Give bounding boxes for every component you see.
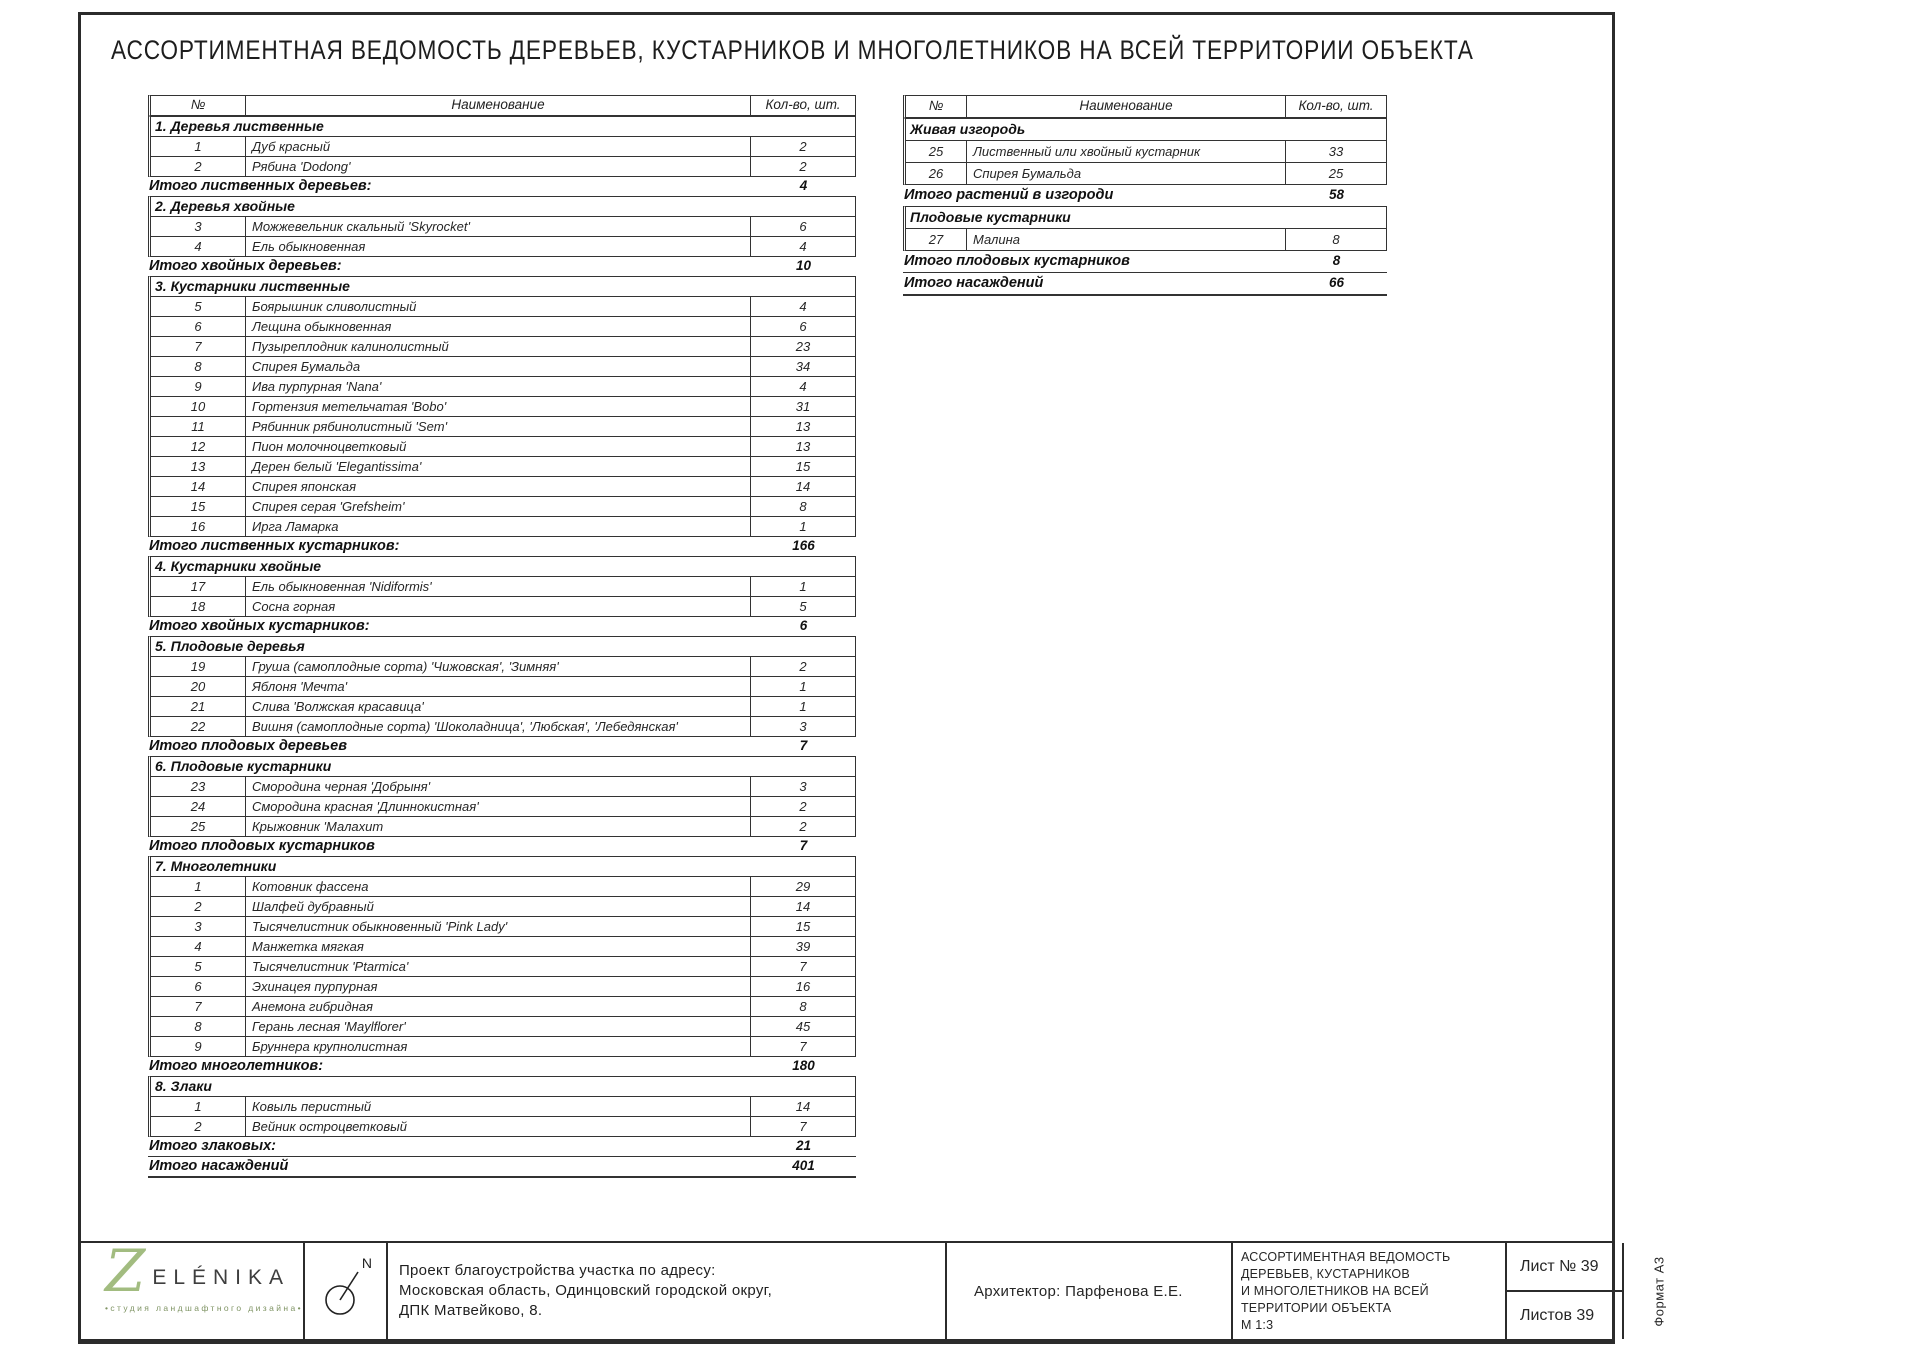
table-row — [151, 777, 855, 796]
logo-tagline: •студия ландшафтного дизайна• — [105, 1303, 303, 1314]
section-label: Живая изгородь — [910, 121, 1026, 138]
col-header-num: № — [151, 96, 246, 115]
table-header-row — [151, 96, 855, 115]
table-row — [151, 156, 855, 176]
table-header-row — [906, 96, 1386, 117]
company-logo — [81, 1237, 305, 1339]
row-qty: 34 — [750, 357, 855, 376]
section-box — [148, 856, 856, 1057]
summary-qty: 8 — [1332, 253, 1341, 269]
row-name: Анемона гибридная — [252, 998, 373, 1014]
row-qty: 16 — [750, 977, 855, 996]
summary-qty: 4 — [799, 178, 808, 194]
row-name: Ель обыкновенная — [252, 238, 366, 254]
row-qty: 13 — [750, 417, 855, 436]
summary-label: Итого злаковых: — [149, 1137, 276, 1154]
row-name: Ковыль перистный — [252, 1098, 372, 1114]
row-name: Лещина обыкновенная — [252, 318, 392, 334]
row-name: Пузыреплодник калинолистный — [252, 338, 449, 354]
row-qty: 13 — [750, 437, 855, 456]
row-qty: 5 — [750, 597, 855, 616]
row-name: Ива пурпурная 'Nana' — [252, 378, 382, 394]
table-row — [151, 416, 855, 436]
row-number: 27 — [906, 229, 967, 250]
section-label: 8. Злаки — [155, 1078, 212, 1095]
table-row — [151, 596, 855, 616]
row-qty: 1 — [750, 697, 855, 716]
row-number: 26 — [906, 163, 967, 184]
row-name: Спирея серая 'Grefsheim' — [252, 498, 405, 514]
row-qty: 3 — [750, 717, 855, 736]
row-qty: 1 — [750, 677, 855, 696]
row-number: 24 — [151, 797, 246, 816]
row-name: Гортензия метельчатая 'Bobo' — [252, 398, 447, 414]
table-row — [151, 936, 855, 956]
row-name: Дуб красный — [252, 138, 331, 154]
section-label: 3. Кустарники лиственные — [155, 278, 350, 295]
summary-label: Итого насаждений — [149, 1157, 289, 1174]
section-label: 1. Деревья лиственные — [155, 118, 324, 135]
section-header-row — [151, 117, 855, 137]
summary-label: Итого плодовых кустарников — [904, 252, 1130, 269]
section-box — [148, 276, 856, 537]
row-number: 6 — [151, 977, 246, 996]
summary-row — [148, 737, 856, 756]
table-row — [151, 1036, 855, 1056]
row-name: Тысячелистник обыкновенный 'Pink Lady' — [252, 918, 508, 934]
summary-qty: 7 — [799, 738, 808, 754]
table-row — [151, 1116, 855, 1136]
row-name: Бруннера крупнолистная — [252, 1038, 408, 1054]
row-name: Рябинник рябинолистный 'Sem' — [252, 418, 448, 434]
table-row — [151, 236, 855, 256]
table-row — [151, 217, 855, 236]
section-header-row — [151, 557, 855, 577]
project-line: ДПК Матвейково, 8. — [398, 1302, 543, 1319]
sheet-title-cell — [1233, 1243, 1507, 1339]
section-header-row — [151, 757, 855, 777]
table-row — [151, 336, 855, 356]
row-name: Спирея Бумальда — [973, 165, 1082, 181]
row-name: Спирея Бумальда — [252, 358, 361, 374]
assortment-table-main — [148, 95, 856, 1178]
section-box — [903, 118, 1387, 185]
row-qty: 3 — [750, 777, 855, 796]
summary-row — [148, 1156, 856, 1178]
table-header-box — [903, 95, 1387, 118]
col-header-qty: Кол-во, шт. — [1285, 96, 1386, 117]
table-row — [151, 496, 855, 516]
row-number: 22 — [151, 717, 246, 736]
table-row — [151, 796, 855, 816]
row-number: 23 — [151, 777, 246, 796]
row-number: 6 — [151, 317, 246, 336]
row-qty: 23 — [750, 337, 855, 356]
row-name: Яблоня 'Мечта' — [252, 678, 348, 694]
row-qty: 1 — [750, 517, 855, 536]
row-number: 9 — [151, 1037, 246, 1056]
summary-label: Итого насаждений — [904, 274, 1044, 291]
row-number: 5 — [151, 297, 246, 316]
table-row — [151, 877, 855, 896]
row-qty: 14 — [750, 897, 855, 916]
row-qty: 15 — [750, 457, 855, 476]
row-qty: 4 — [750, 297, 855, 316]
sheet-numbers-cell — [1507, 1243, 1624, 1339]
section-box — [148, 116, 856, 177]
summary-row — [148, 1057, 856, 1076]
format-label: Формат А3 — [1651, 1255, 1667, 1327]
summary-qty: 58 — [1328, 187, 1345, 203]
row-name: Герань лесная 'Maylflorer' — [252, 1018, 406, 1034]
summary-row — [148, 537, 856, 556]
logo-row — [105, 1237, 303, 1305]
section-header-row — [906, 119, 1386, 141]
project-address — [388, 1243, 947, 1339]
row-name: Вейник остроцветковый — [252, 1118, 407, 1134]
table-row — [151, 896, 855, 916]
col-header-qty: Кол-во, шт. — [750, 96, 855, 115]
table-row — [151, 816, 855, 836]
section-box — [148, 756, 856, 837]
row-number: 25 — [906, 141, 967, 162]
row-name: Спирея японская — [252, 478, 357, 494]
row-name: Рябина 'Dodong' — [252, 158, 351, 174]
project-line: Московская область, Одинцовский городской округ, — [398, 1282, 773, 1299]
summary-row — [148, 837, 856, 856]
logo-z-icon: Z — [105, 1237, 146, 1305]
row-number: 17 — [151, 577, 246, 596]
sheet-title-line: И МНОГОЛЕТНИКОВ НА ВСЕЙ ТЕРРИТОРИИ ОБЪЕКТА — [1240, 1283, 1429, 1315]
table-row — [151, 657, 855, 676]
row-name: Смородина черная 'Добрыня' — [252, 778, 431, 794]
row-name: Котовник фассена — [252, 878, 369, 894]
summary-row — [903, 251, 1387, 272]
row-number: 2 — [151, 157, 246, 176]
section-box — [148, 1076, 856, 1137]
row-qty: 2 — [750, 157, 855, 176]
row-qty: 29 — [750, 877, 855, 896]
row-number: 25 — [151, 817, 246, 836]
row-name: Шалфей дубравный — [252, 898, 374, 914]
table-row — [151, 1016, 855, 1036]
table-row — [906, 229, 1386, 250]
table-row — [151, 577, 855, 596]
row-qty: 8 — [1285, 229, 1386, 250]
col-header-name: Наименование — [1079, 98, 1173, 114]
project-line: Проект благоустройства участка по адресу: — [398, 1262, 716, 1279]
summary-label: Итого растений в изгороди — [904, 186, 1114, 203]
row-number: 12 — [151, 437, 246, 456]
row-qty: 6 — [750, 317, 855, 336]
table-row — [151, 916, 855, 936]
row-number: 20 — [151, 677, 246, 696]
table-row — [151, 476, 855, 496]
row-number: 2 — [151, 1117, 246, 1136]
row-number: 9 — [151, 377, 246, 396]
sheets-total: Листов 39 — [1507, 1290, 1622, 1339]
summary-row — [148, 257, 856, 276]
col-header-num: № — [906, 96, 967, 117]
row-qty: 7 — [750, 1037, 855, 1056]
row-qty: 7 — [750, 957, 855, 976]
row-name: Можжевельник скальный 'Skyrocket' — [252, 218, 470, 234]
section-label: 4. Кустарники хвойные — [155, 558, 322, 575]
north-label: N — [361, 1255, 372, 1271]
row-qty: 4 — [750, 377, 855, 396]
row-number: 18 — [151, 597, 246, 616]
section-label: 6. Плодовые кустарники — [155, 758, 332, 775]
row-number: 7 — [151, 997, 246, 1016]
row-qty: 14 — [750, 477, 855, 496]
section-header-row — [151, 277, 855, 297]
summary-qty: 21 — [795, 1138, 812, 1154]
row-number: 8 — [151, 1017, 246, 1036]
section-box — [903, 206, 1387, 251]
drawing-sheet-frame — [78, 12, 1667, 1344]
section-header-row — [906, 207, 1386, 229]
row-name: Слива 'Волжская красавица' — [252, 698, 424, 714]
row-number: 8 — [151, 357, 246, 376]
row-qty: 1 — [750, 577, 855, 596]
row-qty: 31 — [750, 397, 855, 416]
table-row — [151, 676, 855, 696]
row-qty: 45 — [750, 1017, 855, 1036]
section-box — [148, 196, 856, 257]
row-name: Малина — [973, 231, 1021, 247]
row-name: Ель обыкновенная 'Nidiformis' — [252, 578, 432, 594]
section-header-row — [151, 1077, 855, 1097]
row-name: Пион молочноцветковый — [252, 438, 407, 454]
table-row — [151, 1097, 855, 1116]
summary-label: Итого плодовых деревьев — [149, 737, 347, 754]
row-qty: 8 — [750, 997, 855, 1016]
row-number: 11 — [151, 417, 246, 436]
section-label: 7. Многолетники — [155, 858, 277, 875]
row-qty: 2 — [750, 817, 855, 836]
row-qty: 39 — [750, 937, 855, 956]
architect-cell — [947, 1243, 1233, 1339]
summary-qty: 401 — [792, 1158, 815, 1174]
row-number: 21 — [151, 697, 246, 716]
row-number: 1 — [151, 137, 246, 156]
north-arrow — [305, 1243, 388, 1339]
row-qty: 14 — [750, 1097, 855, 1116]
summary-label: Итого многолетников: — [149, 1057, 324, 1074]
row-name: Лиственный или хвойный кустарник — [973, 143, 1201, 159]
table-row — [906, 162, 1386, 184]
row-name: Ирга Ламарка — [252, 518, 339, 534]
table-row — [151, 297, 855, 316]
table-row — [151, 137, 855, 156]
format-cell — [1624, 1243, 1694, 1339]
section-label: Плодовые кустарники — [910, 209, 1071, 226]
table-row — [151, 696, 855, 716]
architect-name: Архитектор: Парфенова Е.Е. — [973, 1282, 1183, 1300]
table-row — [151, 516, 855, 536]
row-qty: 2 — [750, 657, 855, 676]
section-header-row — [151, 857, 855, 877]
table-row — [151, 436, 855, 456]
summary-qty: 6 — [799, 618, 808, 634]
row-number: 5 — [151, 957, 246, 976]
summary-label: Итого лиственных кустарников: — [149, 537, 400, 554]
summary-qty: 180 — [792, 1058, 815, 1074]
sheet-title-line: АССОРТИМЕНТНАЯ ВЕДОМОСТЬ ДЕРЕВЬЕВ, КУСТАРНИКОВ — [1240, 1249, 1451, 1281]
summary-label: Итого лиственных деревьев: — [149, 177, 372, 194]
row-number: 19 — [151, 657, 246, 676]
row-name: Манжетка мягкая — [252, 938, 364, 954]
row-number: 10 — [151, 397, 246, 416]
row-qty: 2 — [750, 137, 855, 156]
row-qty: 8 — [750, 497, 855, 516]
section-header-row — [151, 197, 855, 217]
table-row — [151, 356, 855, 376]
section-label: 5. Плодовые деревья — [155, 638, 305, 655]
row-name: Дерен белый 'Elegantissima' — [252, 458, 422, 474]
row-name: Боярышник сливолистный — [252, 298, 417, 314]
row-number: 7 — [151, 337, 246, 356]
section-label: 2. Деревья хвойные — [155, 198, 295, 215]
summary-qty: 10 — [795, 258, 812, 274]
table-row — [151, 376, 855, 396]
section-box — [148, 556, 856, 617]
row-qty: 7 — [750, 1117, 855, 1136]
assortment-table-hedge — [903, 95, 1387, 296]
row-qty: 4 — [750, 237, 855, 256]
row-number: 3 — [151, 917, 246, 936]
row-name: Смородина красная 'Длиннокистная' — [252, 798, 479, 814]
col-header-name: Наименование — [451, 97, 545, 113]
summary-label: Итого хвойных деревьев: — [149, 257, 342, 274]
summary-label: Итого плодовых кустарников — [149, 837, 375, 854]
table-row — [151, 976, 855, 996]
row-number: 16 — [151, 517, 246, 536]
table-header-box — [148, 95, 856, 116]
row-name: Тысячелистник 'Ptarmica' — [252, 958, 409, 974]
summary-row — [903, 272, 1387, 296]
row-number: 1 — [151, 877, 246, 896]
table-row — [906, 141, 1386, 162]
row-name: Вишня (самоплодные сорта) 'Шоколадница', 'Любская', 'Лебедянская' — [252, 718, 678, 734]
row-qty: 2 — [750, 797, 855, 816]
document-title: АССОРТИМЕНТНАЯ ВЕДОМОСТЬ ДЕРЕВЬЕВ, КУСТАРНИКОВ И МНОГОЛЕТНИКОВ НА ВСЕЙ ТЕРРИТОРИИ ОБЪЕКТА — [111, 35, 1474, 65]
sheet-number: Лист № 39 — [1519, 1257, 1599, 1275]
summary-qty: 7 — [799, 838, 808, 854]
summary-row — [148, 177, 856, 196]
row-number: 13 — [151, 457, 246, 476]
row-number: 15 — [151, 497, 246, 516]
title-block — [81, 1237, 1667, 1339]
table-row — [151, 996, 855, 1016]
table-row — [151, 316, 855, 336]
row-number: 3 — [151, 217, 246, 236]
row-qty: 25 — [1285, 163, 1386, 184]
summary-qty: 166 — [792, 538, 815, 554]
sheet-scale: М 1:3 — [1240, 1317, 1274, 1332]
row-name: Эхинацея пурпурная — [252, 978, 378, 994]
summary-qty: 66 — [1328, 275, 1345, 291]
summary-label: Итого хвойных кустарников: — [149, 617, 370, 634]
row-name: Сосна горная — [252, 598, 336, 614]
row-name: Крыжовник 'Малахит — [252, 818, 384, 834]
row-qty: 15 — [750, 917, 855, 936]
row-number: 2 — [151, 897, 246, 916]
summary-row — [903, 185, 1387, 206]
table-row — [151, 456, 855, 476]
table-row — [151, 716, 855, 736]
row-qty: 33 — [1285, 141, 1386, 162]
row-name: Груша (самоплодные сорта) 'Чижовская', 'Зимняя' — [252, 658, 559, 674]
row-qty: 6 — [750, 217, 855, 236]
summary-row — [148, 1137, 856, 1156]
summary-row — [148, 617, 856, 636]
row-number: 4 — [151, 237, 246, 256]
row-number: 1 — [151, 1097, 246, 1116]
row-number: 14 — [151, 477, 246, 496]
row-number: 4 — [151, 937, 246, 956]
logo-name: ELÉNIKA — [152, 1266, 291, 1290]
table-row — [151, 956, 855, 976]
section-box — [148, 636, 856, 737]
section-header-row — [151, 637, 855, 657]
table-row — [151, 396, 855, 416]
